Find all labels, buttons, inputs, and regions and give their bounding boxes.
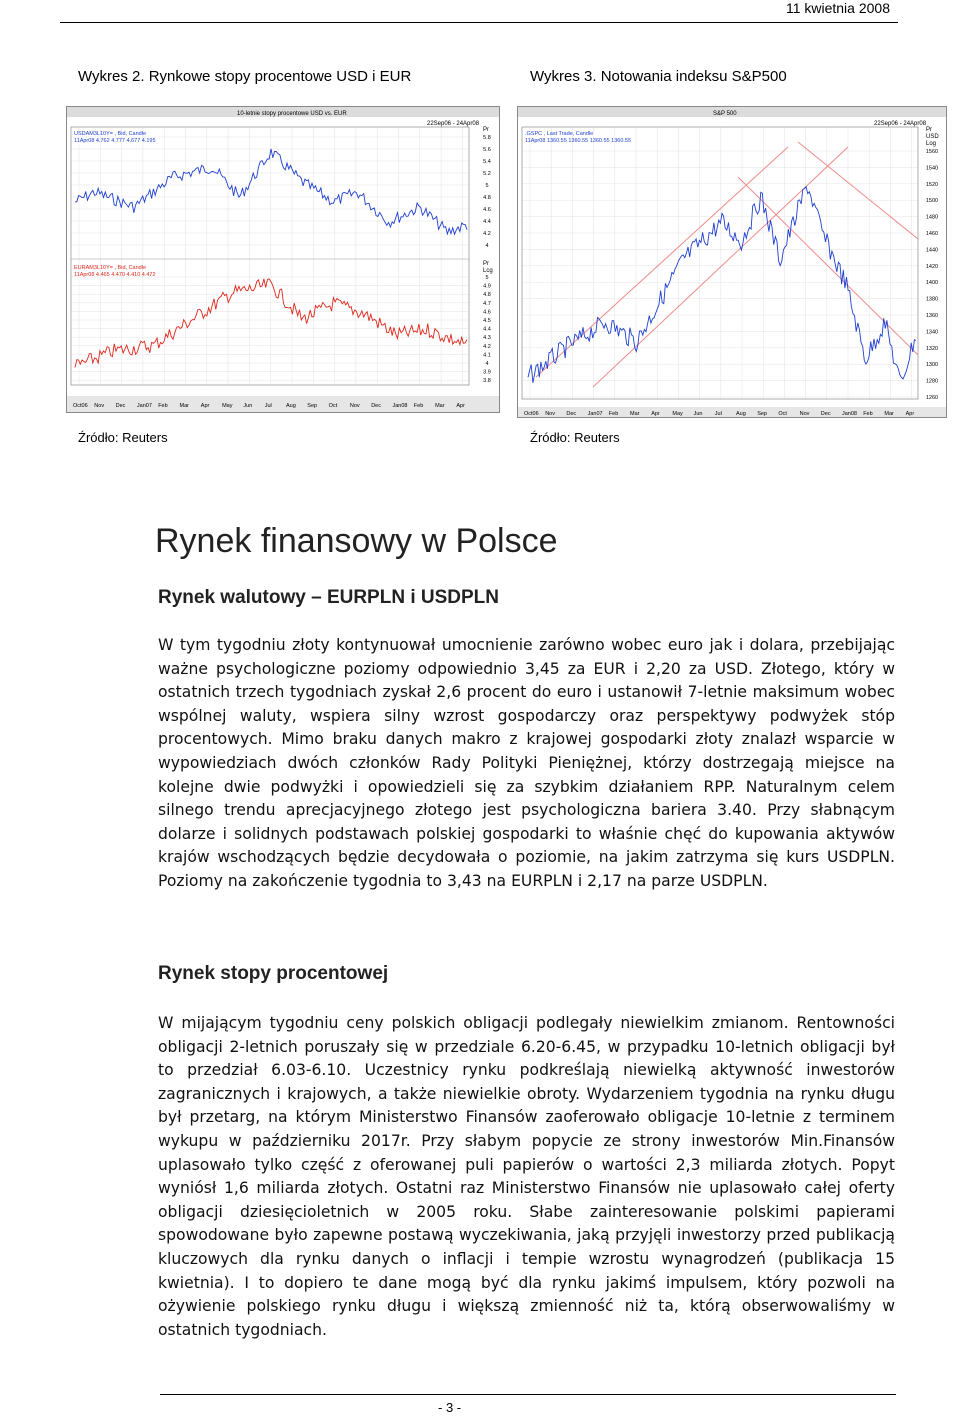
sp500-x-label: Mar xyxy=(630,411,640,417)
usd-axis-tick: 5 xyxy=(485,183,489,189)
rates-x-label: Mar xyxy=(179,403,189,409)
rates-x-label: Oct xyxy=(328,403,338,409)
rates-x-label: Aug xyxy=(286,403,296,409)
sp500-date-range: 22Sep06 - 24Apr08 xyxy=(874,121,927,127)
sp500-chart xyxy=(517,106,947,418)
sp500-x-label: Jan08 xyxy=(842,411,857,417)
sp500-axis-tick: 1440 xyxy=(925,247,939,254)
rates-x-label: Mar xyxy=(435,403,445,409)
sp500-x-label: Oct xyxy=(778,411,787,417)
figure-caption-rates: Wykres 2. Rynkowe stopy procentowe USD i EUR xyxy=(78,68,412,85)
sp500-axis-unit2: USD xyxy=(926,134,939,140)
rates-x-label: Jan07 xyxy=(136,403,152,409)
page-number: - 3 - xyxy=(438,1400,462,1415)
rates-x-label: Apr xyxy=(456,403,465,409)
sp500-axis-unit3: Log xyxy=(926,141,937,147)
usd-axis-tick: 5.2 xyxy=(483,171,491,177)
rates-x-label: May xyxy=(222,403,233,409)
sp500-series xyxy=(528,187,916,383)
sp500-chart-title: S&P 500 xyxy=(713,111,737,117)
eur-axis-unit2: Lcg xyxy=(483,268,493,274)
sp500-x-label: Oct06 xyxy=(524,411,539,417)
sp500-x-label: Nov xyxy=(545,411,555,417)
rates-x-label: Jul xyxy=(264,403,272,409)
rates-x-label: Feb xyxy=(158,403,168,409)
rates-x-label: Apr xyxy=(200,403,210,409)
source-note-sp500: Źródło: Reuters xyxy=(530,430,620,445)
paragraph-fx: W tym tygodniu złoty kontynuował umocnienie zarówno wobec euro jak i dolara, przebijając ważne psychologiczne poziomy odpowiednio 3,45 za EUR i 2,20 za USD. Złotego, który w ostatnich trzech tygodniach zyskał 2,6 procent do euro i ustanowił 7-letnie maksimum wobec wspólnej waluty, wspiera silny wzrost gospodarczy oraz perspektywy podwyżek stóp procentowych. Mimo braku danych makro z krajowej gospodarki złoty znalazł wsparcie w wypowiedziach dwóch członków Rady Polityki Pieniężnej, którzy dostrzegają miejsce na kolejne dwie podwyżki i opowiedzieli się za szybkim działaniem RPP. Naturalnym celem silnego trendu aprecjacyjnego złotego jest psychologiczna bariera 3.40. Przy słabnącym dolarze i solidnych podstawach polskiej gospodarki to właśnie chęć do kupowania aktywów krajów wschodzących będzie decydowała o poziomie, na jakim zatrzyma się kurs USDPLN. Poziomy na zakończenie tygodnia to 3,43 na EURPLN i 2,17 na parze USDPLN. xyxy=(158,636,895,890)
sp500-axis-tick: 1380 xyxy=(925,296,939,303)
source-note-rates: Źródło: Reuters xyxy=(78,430,168,445)
sp500-axis-tick: 1320 xyxy=(925,345,939,352)
sp500-axis-tick: 1400 xyxy=(925,280,939,287)
usd-ric-label: USDAM3L10Y= , Bid, Candle xyxy=(74,131,146,137)
sp500-x-label: May xyxy=(672,411,683,417)
eur-axis-tick: 4.9 xyxy=(483,283,491,290)
sp500-axis-tick: 1280 xyxy=(925,378,939,385)
usd-axis-unit: Pr xyxy=(483,127,489,133)
eur-axis-tick: 4.7 xyxy=(483,300,491,307)
rates-x-label: Jun xyxy=(243,403,253,409)
sp500-quote-label: 11Apr08 1360.55 1360.55 1360.55 1360.55 xyxy=(525,138,632,144)
rates-x-label: Sep xyxy=(307,403,318,409)
eur-ric-label: EURAM3L10Y= , Bid, Candle xyxy=(74,265,146,271)
sp500-x-label: Feb xyxy=(863,411,873,417)
usd-rate-series xyxy=(75,149,467,235)
rates-grid xyxy=(71,127,469,385)
rates-chart-title: 10-letnie stopy procentowe USD vs. EUR xyxy=(237,111,347,117)
eur-axis-tick: 4.5 xyxy=(483,318,491,324)
rates-x-label: Dec xyxy=(115,403,126,409)
section-heading-rates: Rynek stopy procentowej xyxy=(158,963,389,984)
sp500-axis-ticks xyxy=(926,149,938,401)
usd-axis-tick: 4.6 xyxy=(483,207,491,213)
sp500-x-label: Jul xyxy=(714,411,722,417)
usd-axis-ticks xyxy=(483,135,491,249)
usd-axis-tick: 4.8 xyxy=(483,195,491,201)
figure-caption-sp500: Wykres 3. Notowania indeksu S&P500 xyxy=(530,68,787,85)
sp500-axis-tick: 1420 xyxy=(925,263,939,270)
sp500-x-label: Aug xyxy=(736,411,746,417)
sp500-x-label: Apr xyxy=(651,411,660,417)
sp500-x-label: Feb xyxy=(608,411,619,417)
usd-quote-label: 11Apr08 4.762 4.777 4.677 4.195 xyxy=(74,138,156,144)
rates-x-label: Jan08 xyxy=(392,403,408,409)
paragraph-rates: W mijającym tygodniu ceny polskich obligacji podlegały niewielkim zmianom. Rentowności obligacji 2-letnich poruszały się w przedziale 6.20-6.45, w przypadku 10-letnich obligacji był to przedział 6.03-6.10. Uczestnicy rynku podkreślają niewielką aktywność inwestorów zagranicznych i krajowych, a także niewielkie obroty. Wydarzeniem tygodnia na rynku długu był przetarg, na którym Ministerstwo Finansów zaoferowało obligacje 10-letnie z terminem wykupu w październiku 2017r. Przy słabym popycie ze strony inwestorów Min.Finansów uplasowało tylko część z oferowanej puli papierów o wartości 2,3 miliarda złotych. Popyt wyniósł 1,6 miliarda złotych. Ostatni raz Ministerstwo Finansów nie uplasowało całej oferty obligacji dziesięcioletnich w 2005 roku. Słabe zainteresowanie polskimi papierami spowodowane było zapewne postawą wyczekiwania, jaką przyjęli inwestorzy przed publikacją kluczowych dla rynku danych o inflacji i tempie wzrostu wynagrodzeń (publikacja 15 kwietnia). I to dopiero te dane mogą być dla rynku jakimś impulsem, który pozwoli na ożywienie polskiego rynku długu i większą zmienność niż ta, którą obserwowaliśmy w ostatnich tygodniach. xyxy=(158,1014,895,1339)
rates-x-label: Feb xyxy=(413,403,424,409)
eur-axis-unit: Pr xyxy=(483,261,489,267)
sp500-axis-tick: 1560 xyxy=(925,149,939,155)
usd-axis-tick: 5.8 xyxy=(483,135,491,141)
sp500-grid xyxy=(522,127,918,399)
sp500-axis-tick: 1300 xyxy=(925,362,939,369)
rates-x-label: Nov xyxy=(94,403,105,409)
sp500-axis-tick: 1480 xyxy=(925,214,939,221)
rates-x-label: Nov xyxy=(349,403,360,409)
eur-axis-tick: 4 xyxy=(485,361,489,367)
eur-axis-ticks xyxy=(483,275,491,384)
sp500-x-label: Jan07 xyxy=(587,411,603,417)
footer-divider xyxy=(160,1394,896,1395)
sp500-x-label: Dec xyxy=(820,411,831,417)
sp500-axis-tick: 1520 xyxy=(925,181,939,188)
usd-axis-tick: 4.4 xyxy=(483,219,491,225)
eur-axis-tick: 4.4 xyxy=(483,326,491,333)
eur-axis-tick: 3.9 xyxy=(483,369,491,376)
sp500-axis-unit: Pr xyxy=(926,127,932,133)
eur-axis-tick: 5 xyxy=(485,275,489,281)
usd-axis-tick: 5.4 xyxy=(483,159,491,165)
eur-axis-tick: 3.8 xyxy=(483,378,491,385)
usd-axis-tick: 4 xyxy=(485,243,489,249)
eur-axis-tick: 4.8 xyxy=(483,292,491,299)
sp500-axis-tick: 1360 xyxy=(925,313,939,319)
usd-axis-tick: 4.2 xyxy=(483,231,491,237)
header-divider xyxy=(60,22,898,23)
sp500-x-label: Sep xyxy=(757,411,767,417)
section-heading-fx: Rynek walutowy – EURPLN i USDPLN xyxy=(158,587,500,608)
sp500-axis-tick: 1260 xyxy=(925,395,939,401)
rates-date-range: 22Sep06 - 24Apr08 xyxy=(427,121,480,127)
sp500-axis-tick: 1500 xyxy=(925,198,939,205)
header-date: 11 kwietnia 2008 xyxy=(785,0,890,16)
sp500-x-label: Dec xyxy=(566,411,577,417)
rates-chart xyxy=(66,106,500,413)
eur-axis-tick: 4.1 xyxy=(483,352,491,359)
eur-axis-tick: 4.2 xyxy=(483,343,491,350)
rates-x-label: Oct06 xyxy=(73,403,88,409)
sp500-axis-tick: 1340 xyxy=(925,329,939,336)
rates-x-label: Dec xyxy=(371,403,381,409)
eur-axis-tick: 4.3 xyxy=(483,335,491,342)
eur-quote-label: 11Apr08 4.465 4.470 4.410 4.472 xyxy=(74,272,156,278)
article-title: Rynek finansowy w Polsce xyxy=(155,522,558,560)
sp500-x-label: Nov xyxy=(799,411,810,417)
sp500-x-label: Mar xyxy=(884,411,894,417)
eur-axis-tick: 4.6 xyxy=(483,309,491,316)
sp500-axis-tick: 1460 xyxy=(925,231,939,237)
sp500-ric-label: .GSPC , Last Trade, Candle xyxy=(525,131,594,137)
sp500-axis-tick: 1540 xyxy=(925,165,939,172)
sp500-x-label: Jun xyxy=(693,411,703,417)
rates-chart-svg xyxy=(67,107,499,412)
sp500-x-label: Apr xyxy=(905,411,915,417)
usd-axis-tick: 5.6 xyxy=(483,147,491,153)
sp500-chart-svg xyxy=(518,107,946,417)
